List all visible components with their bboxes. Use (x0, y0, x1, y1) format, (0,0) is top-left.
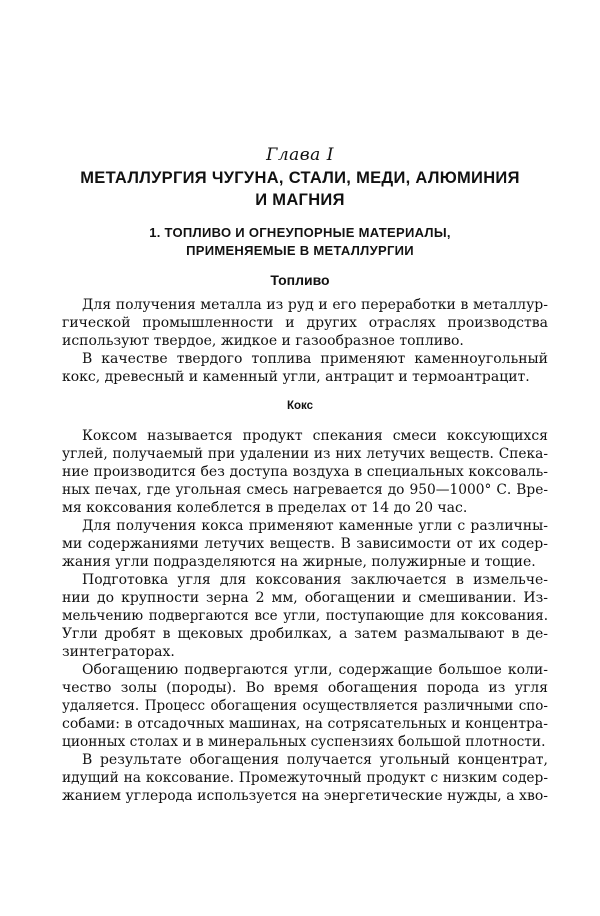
text-line: жания угли подразделяются на жирные, полужирные и тощие. (62, 554, 536, 570)
text-line: кокс, древесный и каменный угли, антрацит и термоантрацит. (62, 369, 530, 385)
paragraph (62, 427, 548, 517)
text-line: жанием углерода используется на энергетические нужды, а хво- (62, 788, 548, 804)
chapter-label: Глава I (266, 145, 334, 165)
text-line: В качестве твердого топлива применяют каменноугольный (82, 351, 548, 367)
text-line: зинтеграторах. (62, 644, 175, 660)
chapter-title-line: И МАГНИЯ (255, 191, 345, 209)
text-line: Угли дробят в щековых дробилках, а затем размалывают в де- (62, 626, 548, 642)
paragraph (62, 296, 548, 350)
text-line: ных печах, где угольная смесь нагревается до 950—1000° С. Вре- (62, 482, 548, 498)
text-line: Коксом называется продукт спекания смеси коксующихся (82, 428, 548, 444)
text-line: Обогащению подвергаются угли, содержащие большое коли- (82, 662, 548, 678)
text-line: идущий на коксование. Промежуточный продукт с низким содер- (62, 770, 548, 786)
text-line: нии до крупности зерна 2 мм, обогащении и смешивании. Из- (62, 590, 548, 606)
chapter-title-line: МЕТАЛЛУРГИЯ ЧУГУНА, СТАЛИ, МЕДИ, АЛЮМИНИЯ (80, 169, 520, 187)
paragraph (62, 517, 548, 571)
text-line: чество золы (породы). Во время обогащения порода из угля (62, 680, 548, 696)
text-line: В результате обогащения получается угольный концентрат, (82, 752, 548, 768)
text-line: собами: в отсадочных машинах, на сотрясательных и концентра- (62, 716, 548, 732)
paragraph (62, 571, 548, 661)
text-line: мельчению подвергаются все угли, поступающие для коксования. (62, 608, 548, 624)
text-line: удаляется. Процесс обогащения осуществляется различными спо- (62, 698, 548, 714)
text-line: ми содержаниями летучих веществ. В зависимости от их содер- (62, 536, 548, 552)
text-line: Для получения металла из руд и его переработки в металлур- (82, 297, 548, 313)
paragraph (62, 751, 548, 805)
section-heading-line: 1. ТОПЛИВО И ОГНЕУПОРНЫЕ МАТЕРИАЛЫ, (149, 225, 451, 240)
text-line: используют твердое, жидкое и газообразное топливо. (62, 333, 464, 349)
text-line: мя коксования колеблется в пределах от 14 до 20 час. (62, 500, 468, 516)
text-line: углей, получаемый при удалении из них летучих веществ. Спека- (62, 446, 548, 462)
text-line: Для получения кокса применяют каменные угли с различны- (82, 518, 548, 534)
section-heading (110, 224, 490, 260)
text-line: ционных столах и в минеральных суспензиях большой плотности. (62, 734, 546, 750)
subheading-coke: Кокс (286, 400, 314, 412)
section-heading-line: ПРИМЕНЯЕМЫЕ В МЕТАЛЛУРГИИ (186, 243, 414, 258)
text-line: ние производится без доступа воздуха в специальных коксоваль- (62, 464, 548, 480)
text-line: Подготовка угля для коксования заключается в измельче- (82, 572, 548, 588)
paragraph (62, 350, 548, 386)
subheading-fuel: Топливо (270, 272, 330, 288)
paragraph (62, 661, 548, 751)
text-line: гической промышленности и других отраслях производства (62, 315, 548, 331)
chapter-title (60, 167, 540, 211)
